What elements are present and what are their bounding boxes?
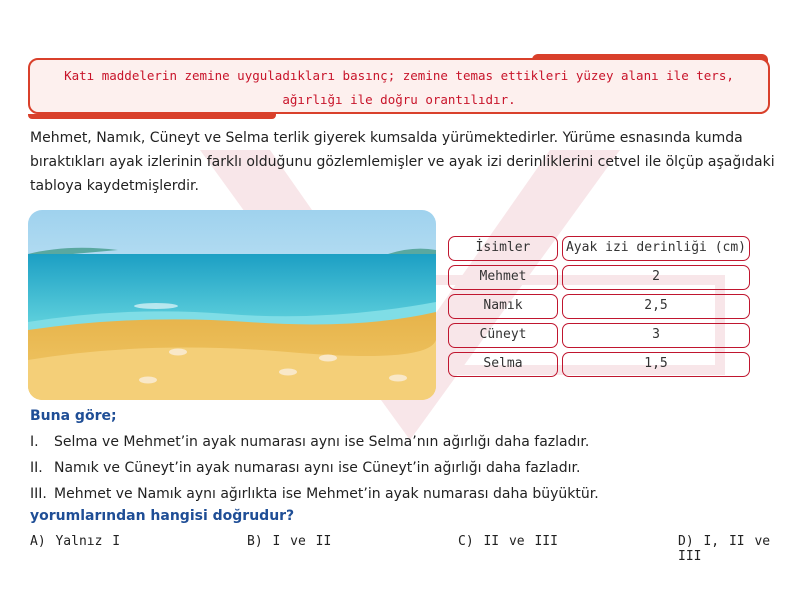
table-cell-name: Namık — [448, 294, 558, 319]
statement-item — [30, 432, 790, 458]
beach-illustration — [28, 210, 436, 400]
intro-paragraph: Mehmet, Namık, Cüneyt ve Selma terlik giyerek kumsalda yürümektedirler. Yürüme esnasında kumda bıraktıkları ayak izlerinin farklı olduğunu gözlemlemişler ve ayak izi derinliklerini cetvel ile ölçüp aşağıdaki tabloya kaydetmişlerdir. — [30, 130, 775, 194]
info-box-underline — [28, 114, 276, 119]
statement-list — [30, 432, 790, 510]
statement-text: Namık ve Cüneyt’in ayak numarası aynı ise Cüneyt’in ağırlığı daha fazladır. — [54, 460, 581, 476]
choice-b[interactable]: B) I ve II — [247, 534, 332, 549]
table-row — [448, 323, 750, 348]
choice-c[interactable]: C) II ve III — [458, 534, 558, 549]
statement-number: III. — [30, 486, 47, 502]
table-cell-name: Selma — [448, 352, 558, 377]
statement-text: Mehmet ve Namık aynı ağırlıkta ise Mehmet’in ayak numarası daha büyüktür. — [54, 486, 599, 502]
table-cell-depth: 3 — [562, 323, 750, 348]
table-row — [448, 294, 750, 319]
choice-a[interactable]: A) Yalnız I — [30, 534, 121, 549]
info-box-line-2: ağırlığı ile doğru orantılıdır. — [282, 92, 516, 107]
question-prompt: yorumlarından hangisi doğrudur? — [30, 508, 295, 524]
question-lead: Buna göre; — [30, 408, 117, 424]
table-cell-name: Mehmet — [448, 265, 558, 290]
statement-text: Selma ve Mehmet’in ayak numarası aynı ise Selma’nın ağırlığı daha fazladır. — [54, 434, 590, 450]
table-header-name: İsimler — [448, 236, 558, 261]
choice-d[interactable]: D) I, II ve III — [678, 534, 771, 564]
statement-item — [30, 484, 790, 510]
table-header-row — [448, 236, 750, 261]
statement-number: I. — [30, 434, 39, 450]
table-row — [448, 352, 750, 377]
table-cell-depth: 2,5 — [562, 294, 750, 319]
info-box-line-1: Katı maddelerin zemine uyguladıkları basınç; zemine temas ettikleri yüzey alanı ile ters, — [64, 68, 734, 83]
table-row — [448, 265, 750, 290]
table-cell-depth: 1,5 — [562, 352, 750, 377]
table-cell-name: Cüneyt — [448, 323, 558, 348]
table-cell-depth: 2 — [562, 265, 750, 290]
statement-number: II. — [30, 460, 43, 476]
info-box — [28, 58, 770, 114]
table-header-depth: Ayak izi derinliği (cm) — [562, 236, 750, 261]
footprint-table — [448, 236, 750, 381]
statement-item — [30, 458, 790, 484]
